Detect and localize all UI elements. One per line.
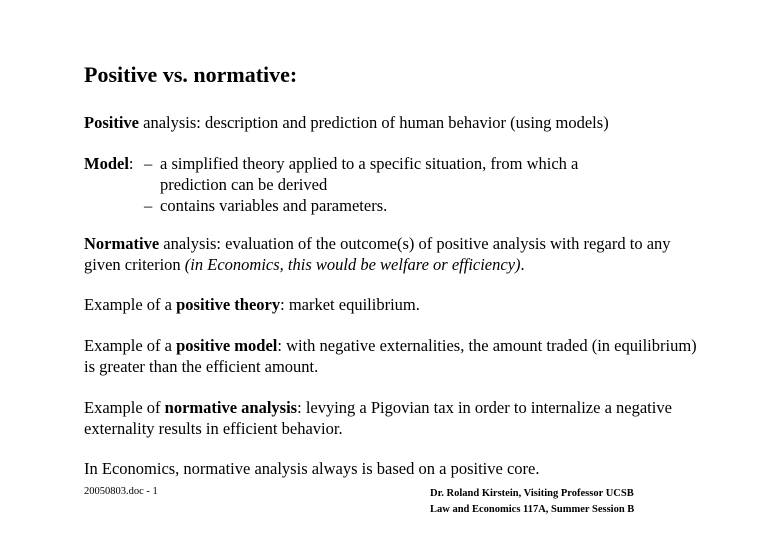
example-theory-prefix: Example of a — [84, 295, 177, 314]
normative-end: . — [520, 255, 525, 274]
model-term: Model — [84, 154, 129, 173]
footer-author — [430, 486, 634, 518]
model-item-2 — [144, 195, 704, 216]
example-theory-text: : market equilibrium. — [280, 295, 420, 314]
example-model-prefix: Example of a — [84, 336, 177, 355]
model-list — [144, 153, 704, 216]
model-definition — [84, 153, 704, 216]
dash-bullet: – — [144, 196, 153, 215]
model-item-1 — [144, 153, 704, 174]
normative-analysis-term: normative analysis — [164, 398, 298, 417]
example-positive-theory — [84, 294, 704, 315]
model-item-2-text: contains variables and parameters. — [160, 196, 388, 215]
model-item-1-text: a simplified theory applied to a specific situation, from which a — [160, 154, 579, 173]
normative-term: Normative — [84, 234, 160, 253]
example-normative-analysis — [84, 397, 704, 439]
dash-bullet: – — [144, 154, 153, 173]
page-title: Positive vs. normative: — [84, 62, 298, 87]
footer-document-id: 20050803.doc - 1 — [84, 486, 158, 497]
normative-italic-note: (in Economics, this would be welfare or efficiency) — [184, 255, 521, 274]
example-normative-text: : levying a Pigovian tax in order to internalize a negative externality results in efficient behavior. — [84, 398, 672, 438]
positive-definition — [84, 112, 704, 133]
model-label — [84, 153, 144, 216]
footer-author-line-2: Law and Economics 117A, Summer Session B — [430, 504, 635, 515]
normative-definition — [84, 233, 704, 275]
normative-text: analysis: evaluation of the outcome(s) of positive analysis with regard to any given criterion — [84, 234, 671, 274]
footer-author-line-1: Dr. Roland Kirstein, Visiting Professor UCSB — [430, 488, 634, 499]
positive-text: analysis: description and prediction of human behavior (using models) — [139, 113, 609, 132]
example-normative-prefix: Example of — [84, 398, 165, 417]
conclusion: In Economics, normative analysis always is based on a positive core. — [84, 459, 540, 478]
model-colon: : — [128, 154, 134, 173]
example-positive-model — [84, 335, 704, 377]
example-model-text: : with negative externalities, the amount traded (in equilibrium) is greater than the efficient amount. — [84, 336, 697, 376]
model-item-1-continuation: prediction can be derived — [160, 175, 328, 194]
positive-term: Positive — [84, 113, 139, 132]
positive-theory-term: positive theory — [176, 295, 281, 314]
positive-model-term: positive model — [176, 336, 278, 355]
